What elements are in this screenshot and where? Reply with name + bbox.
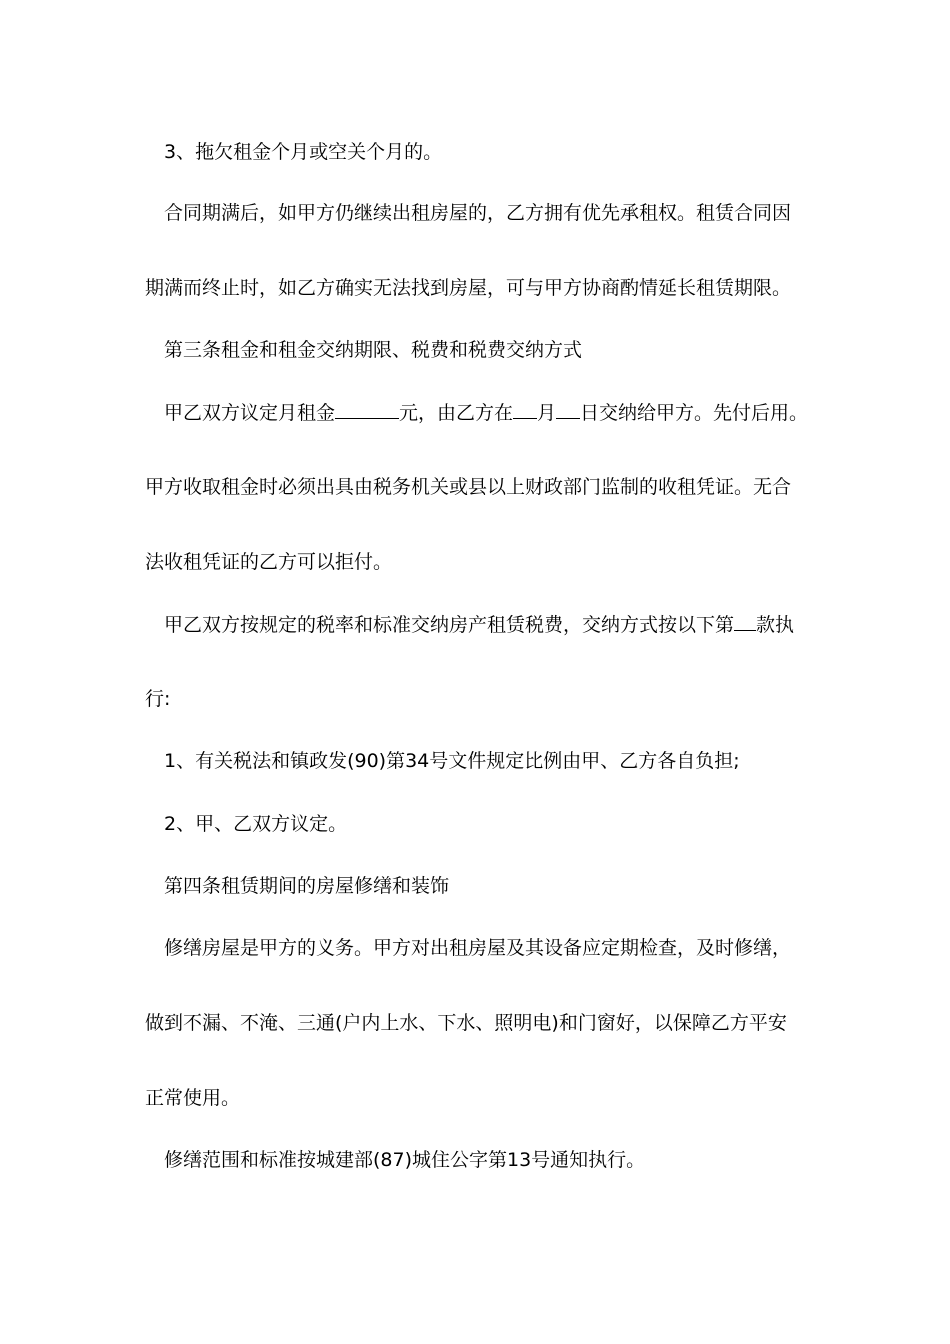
paragraph-renewal-cont: 期满而终止时，如乙方确实无法找到房屋，可与甲方协商酌情延长租赁期限。	[145, 277, 792, 299]
tax-text-1: 甲乙双方按规定的税率和标准交纳房产租赁税费，交纳方式按以下第	[164, 614, 735, 636]
list-item-tax-1: 1、有关税法和镇政发(90)第34号文件规定比例由甲、乙方各自负担;	[164, 750, 740, 772]
rent-text-4: 日交纳给甲方。先付后用。	[580, 402, 809, 424]
paragraph-item-3: 3、拖欠租金个月或空关个月的。	[164, 141, 443, 163]
rent-amount-blank	[335, 400, 399, 419]
paragraph-renewal: 合同期满后，如甲方仍继续出租房屋的，乙方拥有优先承租权。租赁合同因	[164, 202, 792, 224]
paragraph-receipt: 甲方收取租金时必须出具由税务机关或县以上财政部门监制的收租凭证。无合	[145, 476, 792, 498]
tax-text-2: 款执	[756, 614, 795, 636]
section-heading-article-4: 第四条租赁期间的房屋修缮和装饰	[164, 875, 450, 897]
rent-text-2: 元，由乙方在	[399, 402, 514, 424]
paragraph-tax	[0, 612, 950, 637]
paragraph-receipt-cont: 法收租凭证的乙方可以拒付。	[145, 551, 393, 573]
paragraph-repair-scope: 修缮范围和标准按城建部(87)城住公字第13号通知执行。	[164, 1149, 646, 1171]
rent-text-3: 月	[537, 402, 557, 424]
rent-text-1: 甲乙双方议定月租金	[164, 402, 336, 424]
list-item-tax-2: 2、甲、乙双方议定。	[164, 813, 348, 835]
tax-clause-blank	[734, 612, 756, 631]
paragraph-repair-cont: 做到不漏、不淹、三通(户内上水、下水、照明电)和门窗好，以保障乙方平安	[145, 1012, 787, 1034]
paragraph-tax-cont: 行:	[145, 688, 171, 710]
day-blank	[556, 400, 580, 419]
month-blank	[513, 400, 537, 419]
paragraph-repair-end: 正常使用。	[145, 1087, 241, 1109]
section-heading-article-3: 第三条租金和租金交纳期限、税费和税费交纳方式	[164, 339, 583, 361]
paragraph-repair: 修缮房屋是甲方的义务。甲方对出租房屋及其设备应定期检查，及时修缮，	[164, 937, 792, 959]
paragraph-rent-amount	[0, 400, 950, 425]
